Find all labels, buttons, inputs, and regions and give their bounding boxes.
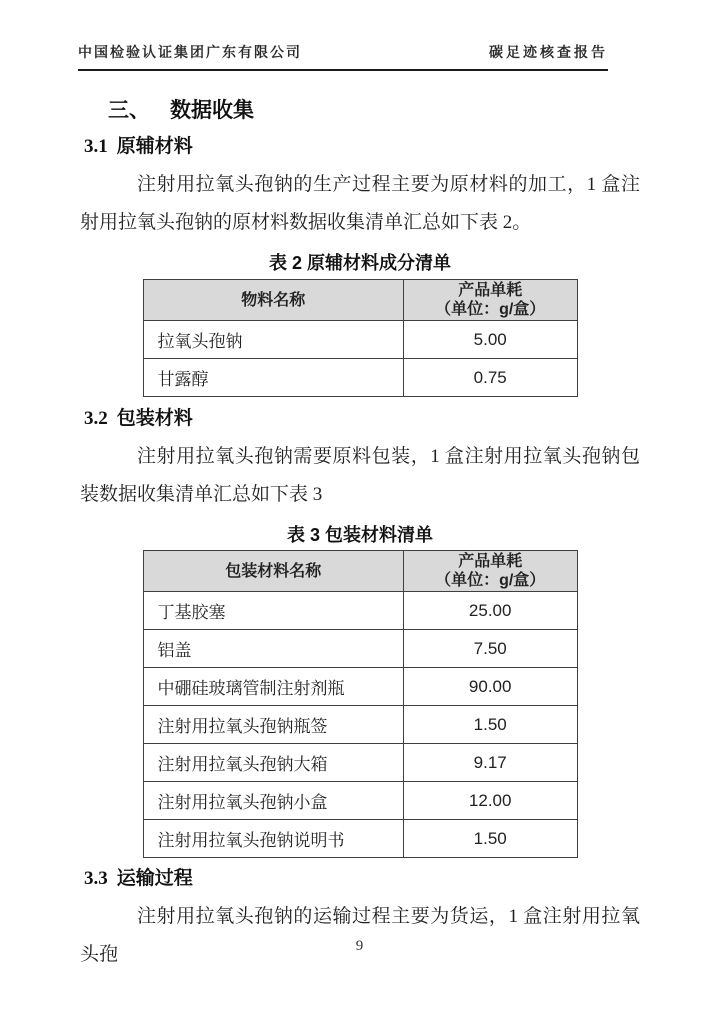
table2-col2-unit: （单位：g/盒） [435,301,546,318]
table-row [143,359,577,397]
table2-col-unit-consumption [403,280,577,321]
subsection-3-3-label: 运输过程 [116,868,193,889]
table-raw-materials [143,279,578,397]
material-value-cell: 5.00 [403,321,577,359]
header-report-title: 碳足迹核查报告 [489,46,608,61]
packaging-value-cell: 9.17 [403,744,577,782]
packaging-value-cell: 7.50 [403,630,577,668]
paragraph-transport: 注射用拉氧头孢钠的运输过程主要为货运，1 盒注射用拉氧头孢 [80,906,640,965]
paragraph-packaging: 注射用拉氧头孢钠需要原料包装，1 盒注射用拉氧头孢钠包装数据收集清单汇总如下表 3 [80,446,640,505]
subsection-3-2-heading [84,407,640,431]
table2-col2-title: 产品单耗 [458,282,523,299]
subsection-3-1-label: 原辅材料 [116,136,193,157]
packaging-value-cell: 1.50 [403,820,577,858]
table-row [143,782,577,820]
subsection-3-2-label: 包装材料 [116,408,193,429]
table-row [143,706,577,744]
subsection-3-1-heading [84,135,640,159]
subsection-3-2-number: 3.2 [84,408,108,429]
packaging-name-cell: 注射用拉氧头孢钠小盒 [143,782,403,820]
table-row [143,321,577,359]
table3-col2-title: 产品单耗 [458,553,523,570]
table-row [143,592,577,630]
packaging-value-cell: 25.00 [403,592,577,630]
running-header [78,0,608,71]
table-packaging-materials [143,550,578,858]
section-number: 三、 [108,99,150,122]
packaging-name-cell: 注射用拉氧头孢钠大箱 [143,744,403,782]
header-company-name: 中国检验认证集团广东有限公司 [78,46,302,61]
table-row [143,630,577,668]
table3-col-packaging-name: 包装材料名称 [143,551,403,592]
paragraph-raw-materials: 注射用拉氧头孢钠的生产过程主要为原材料的加工，1 盒注射用拉氧头孢钠的原材料数据收集清单汇总如下表 2。 [80,174,640,233]
table2-col-material-name: 物料名称 [143,280,403,321]
table3-col-unit-consumption [403,551,577,592]
packaging-name-cell: 注射用拉氧头孢钠瓶签 [143,706,403,744]
table-row [143,668,577,706]
page-body [0,98,719,974]
material-name-cell: 拉氧头孢钠 [143,321,403,359]
packaging-value-cell: 12.00 [403,782,577,820]
packaging-name-cell: 铝盖 [143,630,403,668]
subsection-3-3-number: 3.3 [84,868,108,889]
packaging-value-cell: 1.50 [403,706,577,744]
subsection-3-1-number: 3.1 [84,136,108,157]
packaging-value-cell: 90.00 [403,668,577,706]
packaging-name-cell: 丁基胶塞 [143,592,403,630]
section-label: 数据收集 [170,99,254,122]
table3-col2-unit: （单位：g/盒） [435,572,546,589]
table2-caption: 表 2 原辅材料成分清单 [268,253,451,273]
material-name-cell: 甘露醇 [143,359,403,397]
packaging-name-cell: 注射用拉氧头孢钠说明书 [143,820,403,858]
table-row [143,744,577,782]
table2-header-row [143,280,577,321]
table3-header-row [143,551,577,592]
section-heading-data-collection [108,98,640,124]
page-number: 9 [355,938,364,954]
packaging-name-cell: 中硼硅玻璃管制注射剂瓶 [143,668,403,706]
subsection-3-3-heading [84,867,640,891]
table-row [143,820,577,858]
table3-caption: 表 3 包装材料清单 [286,525,433,545]
material-value-cell: 0.75 [403,359,577,397]
